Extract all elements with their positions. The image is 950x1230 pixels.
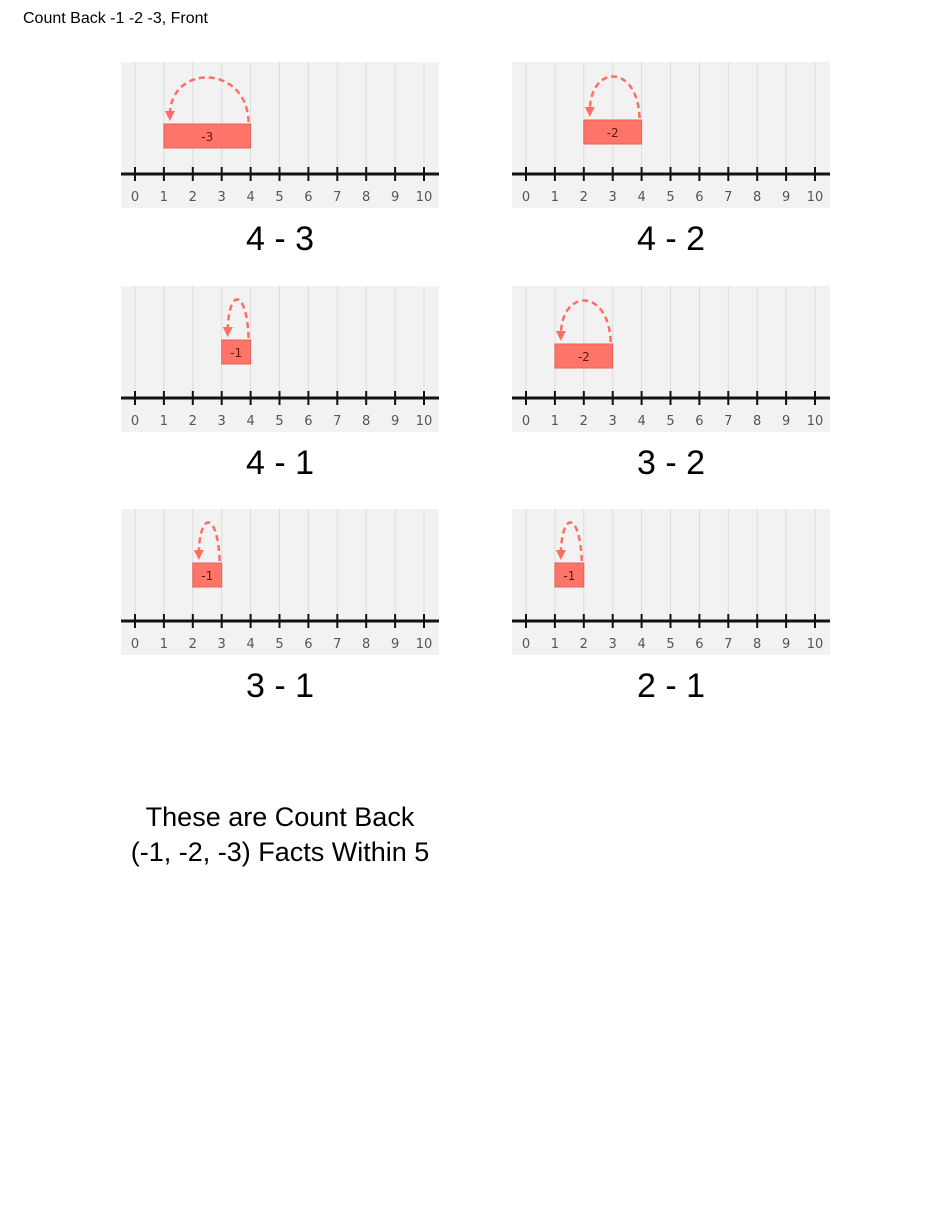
tick-label: 4	[246, 414, 255, 429]
tick-label: 1	[159, 414, 169, 429]
expression: 4 - 3	[245, 220, 315, 258]
number-line	[512, 62, 830, 208]
tick-label: 2	[579, 190, 588, 205]
jump-label: -2	[606, 126, 619, 140]
tick-label: 10	[415, 190, 433, 205]
tick-label: 0	[521, 414, 531, 429]
tick-label: 4	[246, 190, 255, 205]
number-line	[512, 286, 830, 432]
tick-label: 6	[695, 414, 704, 429]
tick-label: 8	[753, 637, 762, 652]
tick-label: 9	[390, 637, 400, 652]
tick-label: 8	[362, 190, 371, 205]
tick-label: 2	[188, 414, 197, 429]
tick-label: 7	[333, 637, 342, 652]
tick-label: 4	[637, 637, 646, 652]
tick-label: 10	[806, 414, 824, 429]
tick-label: 2	[579, 414, 588, 429]
number-line	[512, 509, 830, 655]
tick-label: 10	[415, 414, 433, 429]
tick-label: 3	[217, 190, 226, 205]
tick-label: 1	[550, 414, 560, 429]
tick-label: 5	[275, 414, 284, 429]
tick-label: 3	[608, 414, 617, 429]
tick-label: 3	[217, 414, 226, 429]
tick-label: 9	[781, 414, 791, 429]
tick-label: 0	[130, 190, 140, 205]
flashcard	[121, 509, 439, 703]
tick-label: 0	[130, 637, 140, 652]
tick-label: 6	[304, 637, 313, 652]
tick-label: 8	[753, 414, 762, 429]
flashcard	[512, 509, 830, 703]
tick-label: 1	[550, 190, 560, 205]
jump-label: -1	[230, 346, 243, 360]
jump-label: -1	[563, 569, 576, 583]
tick-label: 5	[666, 637, 675, 652]
jump-label: -1	[201, 569, 214, 583]
tick-label: 2	[188, 190, 197, 205]
tick-label: 2	[579, 637, 588, 652]
tick-label: 7	[724, 190, 733, 205]
tick-label: 10	[806, 637, 824, 652]
flashcard	[121, 286, 439, 480]
flashcard	[512, 286, 830, 480]
tick-label: 1	[550, 637, 560, 652]
tick-label: 10	[415, 637, 433, 652]
footer-line-1: These are Count Back	[145, 802, 415, 832]
number-line	[121, 509, 439, 655]
footer-note	[95, 800, 465, 870]
tick-label: 10	[806, 190, 824, 205]
tick-label: 9	[390, 190, 400, 205]
page-title: Count Back -1 -2 -3, Front	[23, 10, 208, 27]
tick-label: 4	[637, 414, 646, 429]
tick-label: 5	[275, 637, 284, 652]
expression: 4 - 2	[636, 220, 706, 258]
tick-label: 6	[695, 637, 704, 652]
tick-label: 5	[275, 190, 284, 205]
tick-label: 3	[608, 190, 617, 205]
tick-label: 4	[637, 190, 646, 205]
tick-label: 9	[781, 190, 791, 205]
tick-label: 6	[695, 190, 704, 205]
footer-line-2: (-1, -2, -3) Facts Within 5	[130, 837, 430, 867]
tick-label: 8	[362, 637, 371, 652]
tick-label: 3	[217, 637, 226, 652]
tick-label: 7	[724, 414, 733, 429]
number-line	[121, 286, 439, 432]
expression: 4 - 1	[245, 444, 315, 482]
tick-label: 8	[362, 414, 371, 429]
expression: 3 - 1	[245, 667, 315, 705]
tick-label: 0	[521, 637, 531, 652]
flashcard	[512, 62, 830, 256]
flashcard	[121, 62, 439, 256]
tick-label: 9	[390, 414, 400, 429]
tick-label: 4	[246, 637, 255, 652]
number-line	[121, 62, 439, 208]
tick-label: 2	[188, 637, 197, 652]
expression: 2 - 1	[636, 667, 706, 705]
tick-label: 7	[333, 190, 342, 205]
tick-label: 0	[521, 190, 531, 205]
jump-label: -2	[577, 350, 590, 364]
jump-label: -3	[201, 130, 214, 144]
expression: 3 - 2	[636, 444, 706, 482]
tick-label: 8	[753, 190, 762, 205]
tick-label: 0	[130, 414, 140, 429]
tick-label: 7	[724, 637, 733, 652]
tick-label: 5	[666, 190, 675, 205]
tick-label: 9	[781, 637, 791, 652]
tick-label: 5	[666, 414, 675, 429]
tick-label: 6	[304, 414, 313, 429]
tick-label: 1	[159, 190, 169, 205]
tick-label: 3	[608, 637, 617, 652]
tick-label: 7	[333, 414, 342, 429]
tick-label: 6	[304, 190, 313, 205]
tick-label: 1	[159, 637, 169, 652]
